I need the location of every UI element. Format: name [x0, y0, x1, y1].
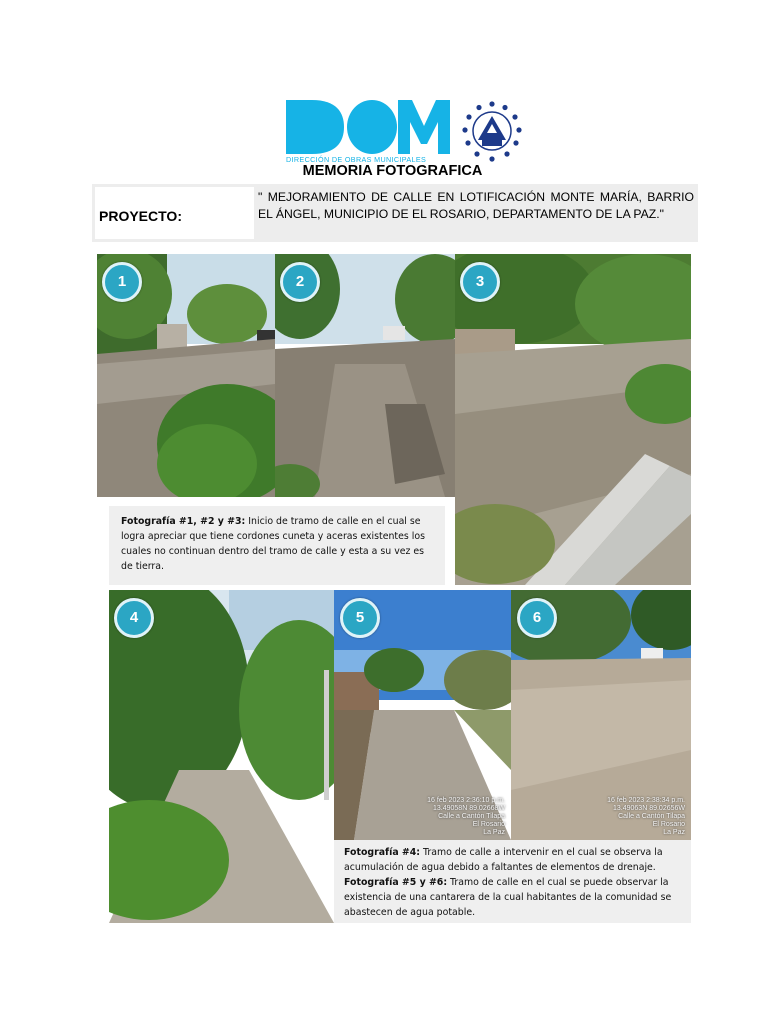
caption-text: Inicio de tramo de calle en el cual se logra apreciar que tiene cordones cuneta y aceras existentes los cuales no continuan dentro del tramo de calle y esta a su vez es de tierra.	[121, 516, 425, 572]
caption-label: Fotografía #5 y #6:	[344, 877, 448, 888]
project-box	[92, 184, 698, 242]
caption-text: Tramo de calle a intervenir en el cual se observa la acumulación de agua debido a faltantes de elementos de drenaje.	[344, 847, 663, 873]
photo-number-badge: 6	[517, 598, 557, 638]
photo-1	[97, 254, 275, 497]
photo-number-badge: 3	[460, 262, 500, 302]
photo-6	[511, 590, 691, 840]
caption-label: Fotografía #4:	[344, 847, 421, 858]
dom-logo	[286, 100, 450, 164]
photo-5	[334, 590, 511, 840]
photo-number-badge: 1	[102, 262, 142, 302]
photo-2	[275, 254, 455, 497]
document-title: MEMORIA FOTOGRAFICA	[302, 163, 483, 179]
caption-label: Fotografía #1, #2 y #3:	[121, 516, 246, 527]
photo-3	[455, 254, 691, 585]
dom-logo-letters	[286, 100, 450, 154]
dom-logo-caption: DIRECCIÓN DE OBRAS MUNICIPALES	[286, 155, 427, 164]
photo-number-badge: 5	[340, 598, 380, 638]
caption-photos-1-3	[109, 506, 445, 585]
coat-of-arms-seal	[460, 100, 524, 164]
project-label: PROYECTO:	[99, 208, 182, 224]
photo-gps-stamp: 16 feb 2023 2:38:34 p.m. 13.49063N 89.02656W Calle a Cantón Tilapa El Rosario La Paz	[607, 797, 685, 836]
caption-photos-4-6	[334, 840, 691, 923]
photo-gps-stamp: 16 feb 2023 2:36:10 p.m. 13.49058N 89.02668W Calle a Cantón Tilapa El Rosario La Paz	[427, 797, 505, 836]
project-label-cell	[95, 187, 254, 239]
project-description: " MEJORAMIENTO DE CALLE EN LOTIFICACIÓN MONTE MARÍA, BARRIO EL ÁNGEL, MUNICIPIO DE EL ROSARIO, DEPARTAMENTO DE LA PAZ."	[258, 190, 694, 221]
photo-number-badge: 2	[280, 262, 320, 302]
caption-text: Tramo de calle en el cual se puede observar la existencia de una cantarera de la cual habitantes de la comunidad se abastecen de agua potable.	[344, 877, 672, 918]
photo-number-badge: 4	[114, 598, 154, 638]
photo-4	[109, 590, 334, 923]
